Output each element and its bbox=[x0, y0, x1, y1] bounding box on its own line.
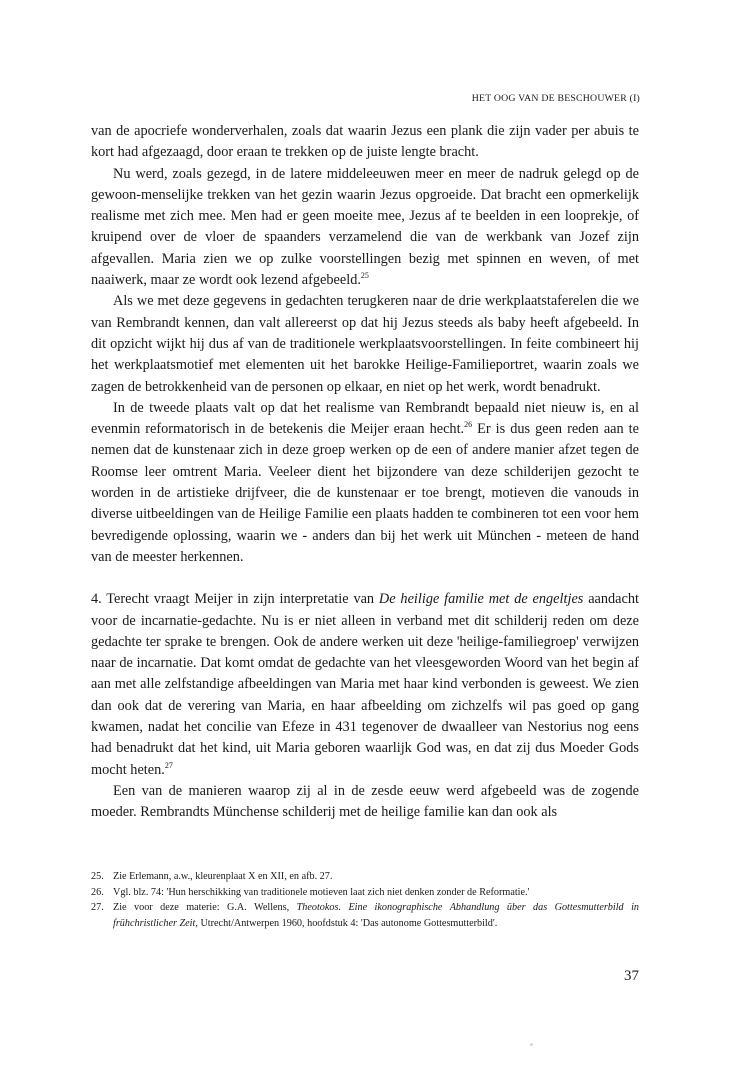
paragraph-3: Als we met deze gegevens in gedachten terugkeren naar de drie werkplaatstaferelen die we van Rembrandt kennen, dan valt allereerst op dat hij Jezus steeds als baby heeft afgebeeld. In dit opzicht wijkt hij dus af van de traditionele werkplaatsvoorstellingen. In feite combineert hij het werkplaatsmotief met elementen uit het barokke Heilige-Familieportret, waarin zoals we zagen de betrokkenheid van de personen op elkaar, en niet op het werk, wordt benadrukt. bbox=[91, 293, 639, 395]
footnotes bbox=[91, 869, 639, 931]
paragraph-5: 4. Terecht vraagt Meijer in zijn interpretatie van De heilige familie met de engeltjes aandacht voor de incarnatie-gedachte. Nu is er niet alleen in verband met dit schilderij reden om deze gedachte ter sprake te brengen. Ook de andere werken uit deze 'heilige-familiegroep' verwijzen naar de incarnatie. Dat komt omdat de gedachte van het vleesgeworden Woord van het begin af aan met alle zelfstandige afbeeldingen van Maria met haar kind verbonden is geweest. We zien dan ook dat de verering van Maria, en haar afbeelding om zichzelfs wil pas goed op gang kwamen, nadat het concilie van Efeze in 431 tegenover de dwaalleer van Nestorius nog eens had benadrukt dat het kind, uit Maria geboren waarlijk God was, en dat zij dus Moeder Gods mocht heten.$^{27}$ bbox=[91, 591, 639, 778]
footnote-number: 26. bbox=[91, 886, 104, 898]
book-title: Theotokos. Eine ikonographische Abhandlung über das Gottesmutterbild in frühchristlicher Zeit, bbox=[113, 902, 640, 929]
footnote-number: 25. bbox=[91, 871, 104, 882]
artwork-title: De heilige familie met de engeltjes bbox=[378, 591, 584, 608]
paragraph-4: In de tweede plaats valt op dat het realisme van Rembrandt bepaald niet nieuw is, en al evenmin reformatorisch in de betekenis die Meijer eraan hecht.$^{26}$ Er is dus geen reden aan te nemen dat de kunstenaar zich in deze groep werken op de een of andere manier afzet tegen de Roomse leer omtrent Maria. Veeleer dient het bijzondere van deze schilderijen gezocht te worden in de artistieke drijfveer, die de kunstenaar er toe brengt, motieven die vanouds in diverse uitbeeldingen van de Heilige Familie een plaats hadden te combineren tot een voor hem bevredigende oplossing, waarin we - anders dan bij het werk uit München - meteen de hand van de meester herkennen. bbox=[91, 399, 640, 565]
footnote-25 bbox=[91, 869, 639, 885]
footnote-number: 27. bbox=[91, 902, 104, 913]
footnote-27 bbox=[91, 900, 639, 931]
footnote-ref-26[interactable]: 26 bbox=[464, 420, 473, 430]
footnote-ref-27[interactable]: 27 bbox=[164, 760, 173, 770]
running-header: HET OOG VAN DE BESCHOUWER (I) bbox=[471, 93, 640, 104]
footnote-ref-25[interactable]: 25 bbox=[360, 271, 369, 281]
footnote-text: Zie voor deze materie: G.A. Wellens, Theotokos. Eine ikonographische Abhandlung über das Gottesmutterbild in frühchristlicher Zeit, Utrecht/Antwerpen 1960, hoofdstuk 4: 'Das autonome Gottesmutterbild'. bbox=[113, 902, 640, 929]
body-text bbox=[91, 121, 639, 824]
footnote-26 bbox=[91, 885, 639, 901]
paragraph-6: Een van de manieren waarop zij al in de zesde eeuw werd afgebeeld was de zogende moeder. Rembrandts Münchense schilderij met de heilige familie kan dan ook als bbox=[91, 782, 639, 821]
paragraph-1: van de apocriefe wonderverhalen, zoals dat waarin Jezus een plank die zijn vader per abuis te kort had afgezaagd, door eraan te trekken op de juiste lengte bracht. bbox=[91, 123, 639, 161]
footnote-text: Zie Erlemann, a.w., kleurenplaat X en XII, en afb. 27. bbox=[113, 871, 333, 882]
scan-speck bbox=[530, 1043, 533, 1046]
page-number: 37 bbox=[624, 968, 639, 984]
footnote-text: Vgl. blz. 74: 'Hun herschikking van traditionele motieven laat zich niet denken zonder de Reformatie.' bbox=[113, 886, 530, 898]
paragraph-2: Nu werd, zoals gezegd, in de latere middeleeuwen meer en meer de nadruk gelegd op de gewoon-menselijke trekken van het gezin waarin Jezus opgroeide. Dat bracht een opmerkelijk realisme met zich mee. Men had er geen moeite mee, Jezus af te beelden in een looprekje, of kruipend over de vloer de spaanders verzamelend die van de werkbank van Jozef zijn afgevallen. Maria zien we op zulke voorstellingen bezig met spinnen en weven, of met naaiwerk, maar ze wordt ook lezend afgebeeld.$^{25}$ bbox=[91, 165, 639, 289]
